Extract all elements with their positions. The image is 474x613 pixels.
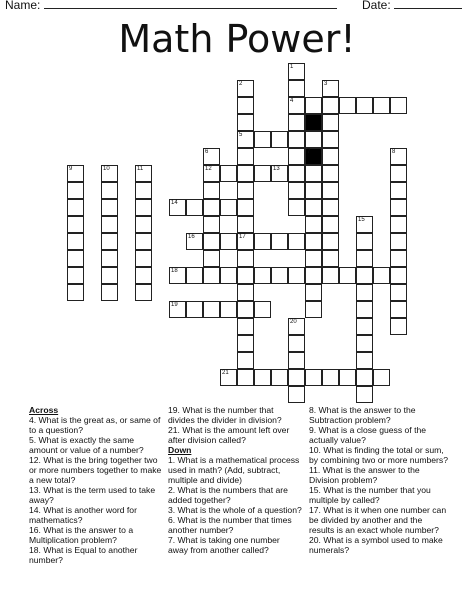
grid-cell[interactable] [237,233,254,250]
grid-cell[interactable] [305,182,322,199]
clue-number: 13 [273,166,280,172]
name-label: Name: [5,0,41,12]
grid-cell[interactable] [237,165,254,182]
grid-cell[interactable] [101,284,118,301]
grid-cell[interactable] [101,165,118,182]
grid-cell[interactable] [390,250,407,267]
grid-cell[interactable] [288,165,305,182]
clue-number: 8 [392,149,396,155]
grid-cell[interactable] [288,335,305,352]
grid-cell[interactable] [203,165,220,182]
grid-cell[interactable] [288,199,305,216]
grid-cell[interactable] [67,182,84,199]
clue-number: 11 [137,166,144,172]
grid-cell[interactable] [305,267,322,284]
grid-cell[interactable] [322,80,339,97]
grid-cell[interactable] [356,386,373,403]
clue-across-18: 18. What is Equal to another number? [29,545,138,565]
grid-cell[interactable] [135,233,152,250]
clue-number: 2 [239,81,243,87]
clues-column-2 [168,405,302,555]
grid-cell[interactable] [237,216,254,233]
grid-cell[interactable] [305,97,322,114]
clue-number: 14 [171,200,178,206]
grid-cell[interactable] [390,318,407,335]
grid-cell[interactable] [305,131,322,148]
grid-cell[interactable] [271,131,288,148]
grid-cell[interactable] [305,301,322,318]
grid-cell[interactable] [356,250,373,267]
clue-number: 20 [290,319,297,325]
grid-cell[interactable] [237,284,254,301]
grid-cell[interactable] [220,199,237,216]
grid-cell[interactable] [237,352,254,369]
clue-number: 10 [103,166,110,172]
clue-across-19: 19. What is the number that divides the divider in division? [168,405,282,425]
grid-cell[interactable] [203,233,220,250]
grid-cell[interactable] [356,267,373,284]
clue-down-6: 6. What is the number that times another number? [168,515,292,535]
clue-down-2: 2. What is the numbers that are added together? [168,485,288,505]
grid-cell[interactable] [254,233,271,250]
grid-cell[interactable] [237,148,254,165]
clue-number: 16 [188,234,195,240]
clue-across-4: 4. What is the great as, or same of to a question? [29,415,161,435]
clue-number: 17 [239,234,246,240]
clue-number: 5 [239,132,243,138]
clue-down-15: 15. What is the number that you multiple by called? [309,485,431,505]
grid-cell[interactable] [322,369,339,386]
grid-cell[interactable] [186,199,203,216]
date-label: Date: [362,0,391,12]
clue-number: 19 [171,302,178,308]
grid-cell[interactable] [271,267,288,284]
grid-cell[interactable] [288,182,305,199]
grid-cell[interactable] [186,267,203,284]
grid-cell[interactable] [322,131,339,148]
grid-cell[interactable] [288,114,305,131]
grid-cell[interactable] [356,284,373,301]
grid-cell[interactable] [237,301,254,318]
grid-cell[interactable] [390,97,407,114]
grid-cell[interactable] [203,199,220,216]
clue-number: 1 [290,64,294,70]
grid-cell[interactable] [135,284,152,301]
grid-cell[interactable] [322,267,339,284]
grid-cell[interactable] [203,301,220,318]
grid-cell[interactable] [305,233,322,250]
grid-cell[interactable] [101,199,118,216]
grid-cell[interactable] [67,267,84,284]
grid-cell[interactable] [203,250,220,267]
grid-cell[interactable] [322,97,339,114]
grid-cell[interactable] [373,369,390,386]
grid-cell[interactable] [237,267,254,284]
grid-cell[interactable] [322,216,339,233]
grid-cell[interactable] [305,199,322,216]
clue-down-9: 9. What is a close guess of the actually value? [309,425,427,445]
grid-cell[interactable] [67,199,84,216]
grid-cell[interactable] [135,182,152,199]
grid-cell[interactable] [288,352,305,369]
clue-across-21: 21. What is the amount left over after division called? [168,425,290,445]
clue-number: 4 [290,98,294,104]
page-title: Math Power! [118,17,356,61]
grid-cell[interactable] [288,386,305,403]
grid-cell[interactable] [288,233,305,250]
clue-down-11: 11. What is the answer to the Division problem? [309,465,420,485]
grid-cell[interactable] [67,233,84,250]
grid-cell[interactable] [169,199,186,216]
grid-cell[interactable] [390,165,407,182]
clue-number: 18 [171,268,178,274]
grid-cell[interactable] [220,233,237,250]
grid-cell[interactable] [186,233,203,250]
grid-cell[interactable] [356,369,373,386]
grid-cell[interactable] [237,114,254,131]
grid-cell[interactable] [220,165,237,182]
grid-cell[interactable] [305,216,322,233]
grid-cell[interactable] [169,267,186,284]
clue-down-20: 20. What is a symbol used to make numerals? [309,535,443,555]
grid-cell[interactable] [101,182,118,199]
grid-cell[interactable] [288,318,305,335]
grid-cell[interactable] [288,267,305,284]
grid-cell[interactable] [288,131,305,148]
grid-cell[interactable] [135,165,152,182]
clues-column-3 [309,405,449,555]
grid-cell[interactable] [237,80,254,97]
grid-cell[interactable] [390,267,407,284]
grid-cell[interactable] [237,318,254,335]
grid-cell[interactable] [237,131,254,148]
grid-cell[interactable] [339,267,356,284]
grid-cell[interactable] [390,182,407,199]
clue-across-16: 16. What is the answer to a Multiplication problem? [29,525,134,545]
grid-cell[interactable] [203,148,220,165]
grid-cell[interactable] [135,250,152,267]
grid-cell[interactable] [67,216,84,233]
grid-cell[interactable] [322,250,339,267]
clue-down-1: 1. What is a mathematical process used in math? (Add, subtract, multiple and divide) [168,455,300,485]
grid-cell[interactable] [390,233,407,250]
blocked-cell [305,114,322,131]
clue-down-17: 17. What is it when one number can be divided by another and the results is an exact whole number? [309,505,447,535]
grid-cell[interactable] [135,216,152,233]
grid-cell[interactable] [322,233,339,250]
grid-cell[interactable] [203,216,220,233]
grid-cell[interactable] [67,165,84,182]
grid-cell[interactable] [322,114,339,131]
clue-down-8: 8. What is the answer to the Subtraction problem? [309,405,416,425]
clue-number: 6 [205,149,209,155]
grid-cell[interactable] [220,369,237,386]
grid-cell[interactable] [203,267,220,284]
grid-cell[interactable] [254,267,271,284]
clue-across-5: 5. What is exactly the same amount or value of a number? [29,435,144,455]
grid-cell[interactable] [356,335,373,352]
grid-cell[interactable] [237,369,254,386]
grid-cell[interactable] [322,148,339,165]
grid-cell[interactable] [288,369,305,386]
grid-cell[interactable] [305,369,322,386]
grid-cell[interactable] [101,216,118,233]
grid-cell[interactable] [220,267,237,284]
grid-cell[interactable] [322,165,339,182]
grid-cell[interactable] [237,199,254,216]
clue-across-13: 13. What is the term used to take away? [29,485,156,505]
grid-cell[interactable] [390,148,407,165]
grid-cell[interactable] [305,250,322,267]
grid-cell[interactable] [254,301,271,318]
grid-cell[interactable] [271,233,288,250]
grid-cell[interactable] [390,216,407,233]
grid-cell[interactable] [288,80,305,97]
clue-number: 12 [205,166,212,172]
grid-cell[interactable] [339,369,356,386]
clue-number: 9 [69,166,73,172]
clue-number: 15 [358,217,365,223]
down-heading: Down [168,445,192,455]
clue-across-12: 12. What is the bring together two or more numbers together to make a new total? [29,455,162,485]
grid-cell[interactable] [271,369,288,386]
grid-cell[interactable] [186,301,203,318]
grid-cell[interactable] [101,233,118,250]
grid-cell[interactable] [305,284,322,301]
clue-across-14: 14. What is another word for mathematics? [29,505,137,525]
clue-number: 3 [324,81,328,87]
across-heading: Across [29,405,59,415]
grid-cell[interactable] [271,165,288,182]
grid-cell[interactable] [169,301,186,318]
grid-cell[interactable] [288,148,305,165]
grid-cell[interactable] [203,182,220,199]
grid-cell[interactable] [237,335,254,352]
grid-cell[interactable] [135,267,152,284]
grid-cell[interactable] [390,301,407,318]
grid-cell[interactable] [356,318,373,335]
grid-cell[interactable] [254,369,271,386]
clue-number: 7 [307,149,311,155]
grid-cell[interactable] [322,182,339,199]
grid-cell[interactable] [373,267,390,284]
clue-down-10: 10. What is finding the total or sum, by combining two or more numbers? [309,445,448,465]
grid-cell[interactable] [356,216,373,233]
grid-cell[interactable] [356,97,373,114]
grid-cell[interactable] [101,250,118,267]
grid-cell[interactable] [135,199,152,216]
grid-cell[interactable] [390,284,407,301]
grid-cell[interactable] [220,301,237,318]
grid-cell[interactable] [390,199,407,216]
grid-cell[interactable] [67,284,84,301]
grid-cell[interactable] [237,97,254,114]
grid-cell[interactable] [288,97,305,114]
grid-cell[interactable] [322,199,339,216]
grid-cell[interactable] [356,301,373,318]
grid-cell[interactable] [356,233,373,250]
grid-cell[interactable] [101,267,118,284]
clue-down-7: 7. What is taking one number away from another called? [168,535,280,555]
grid-cell[interactable] [67,250,84,267]
grid-cell[interactable] [305,165,322,182]
grid-cell[interactable] [254,131,271,148]
grid-cell[interactable] [237,182,254,199]
clues-column-1 [29,405,163,565]
grid-cell[interactable] [373,97,390,114]
grid-cell[interactable] [339,97,356,114]
grid-cell[interactable] [288,63,305,80]
clue-number: 21 [222,370,229,376]
grid-cell[interactable] [356,352,373,369]
grid-cell[interactable] [237,250,254,267]
blocked-cell [305,148,322,165]
clue-down-3: 3. What is the whole of a question? [168,505,302,515]
grid-cell[interactable] [254,165,271,182]
